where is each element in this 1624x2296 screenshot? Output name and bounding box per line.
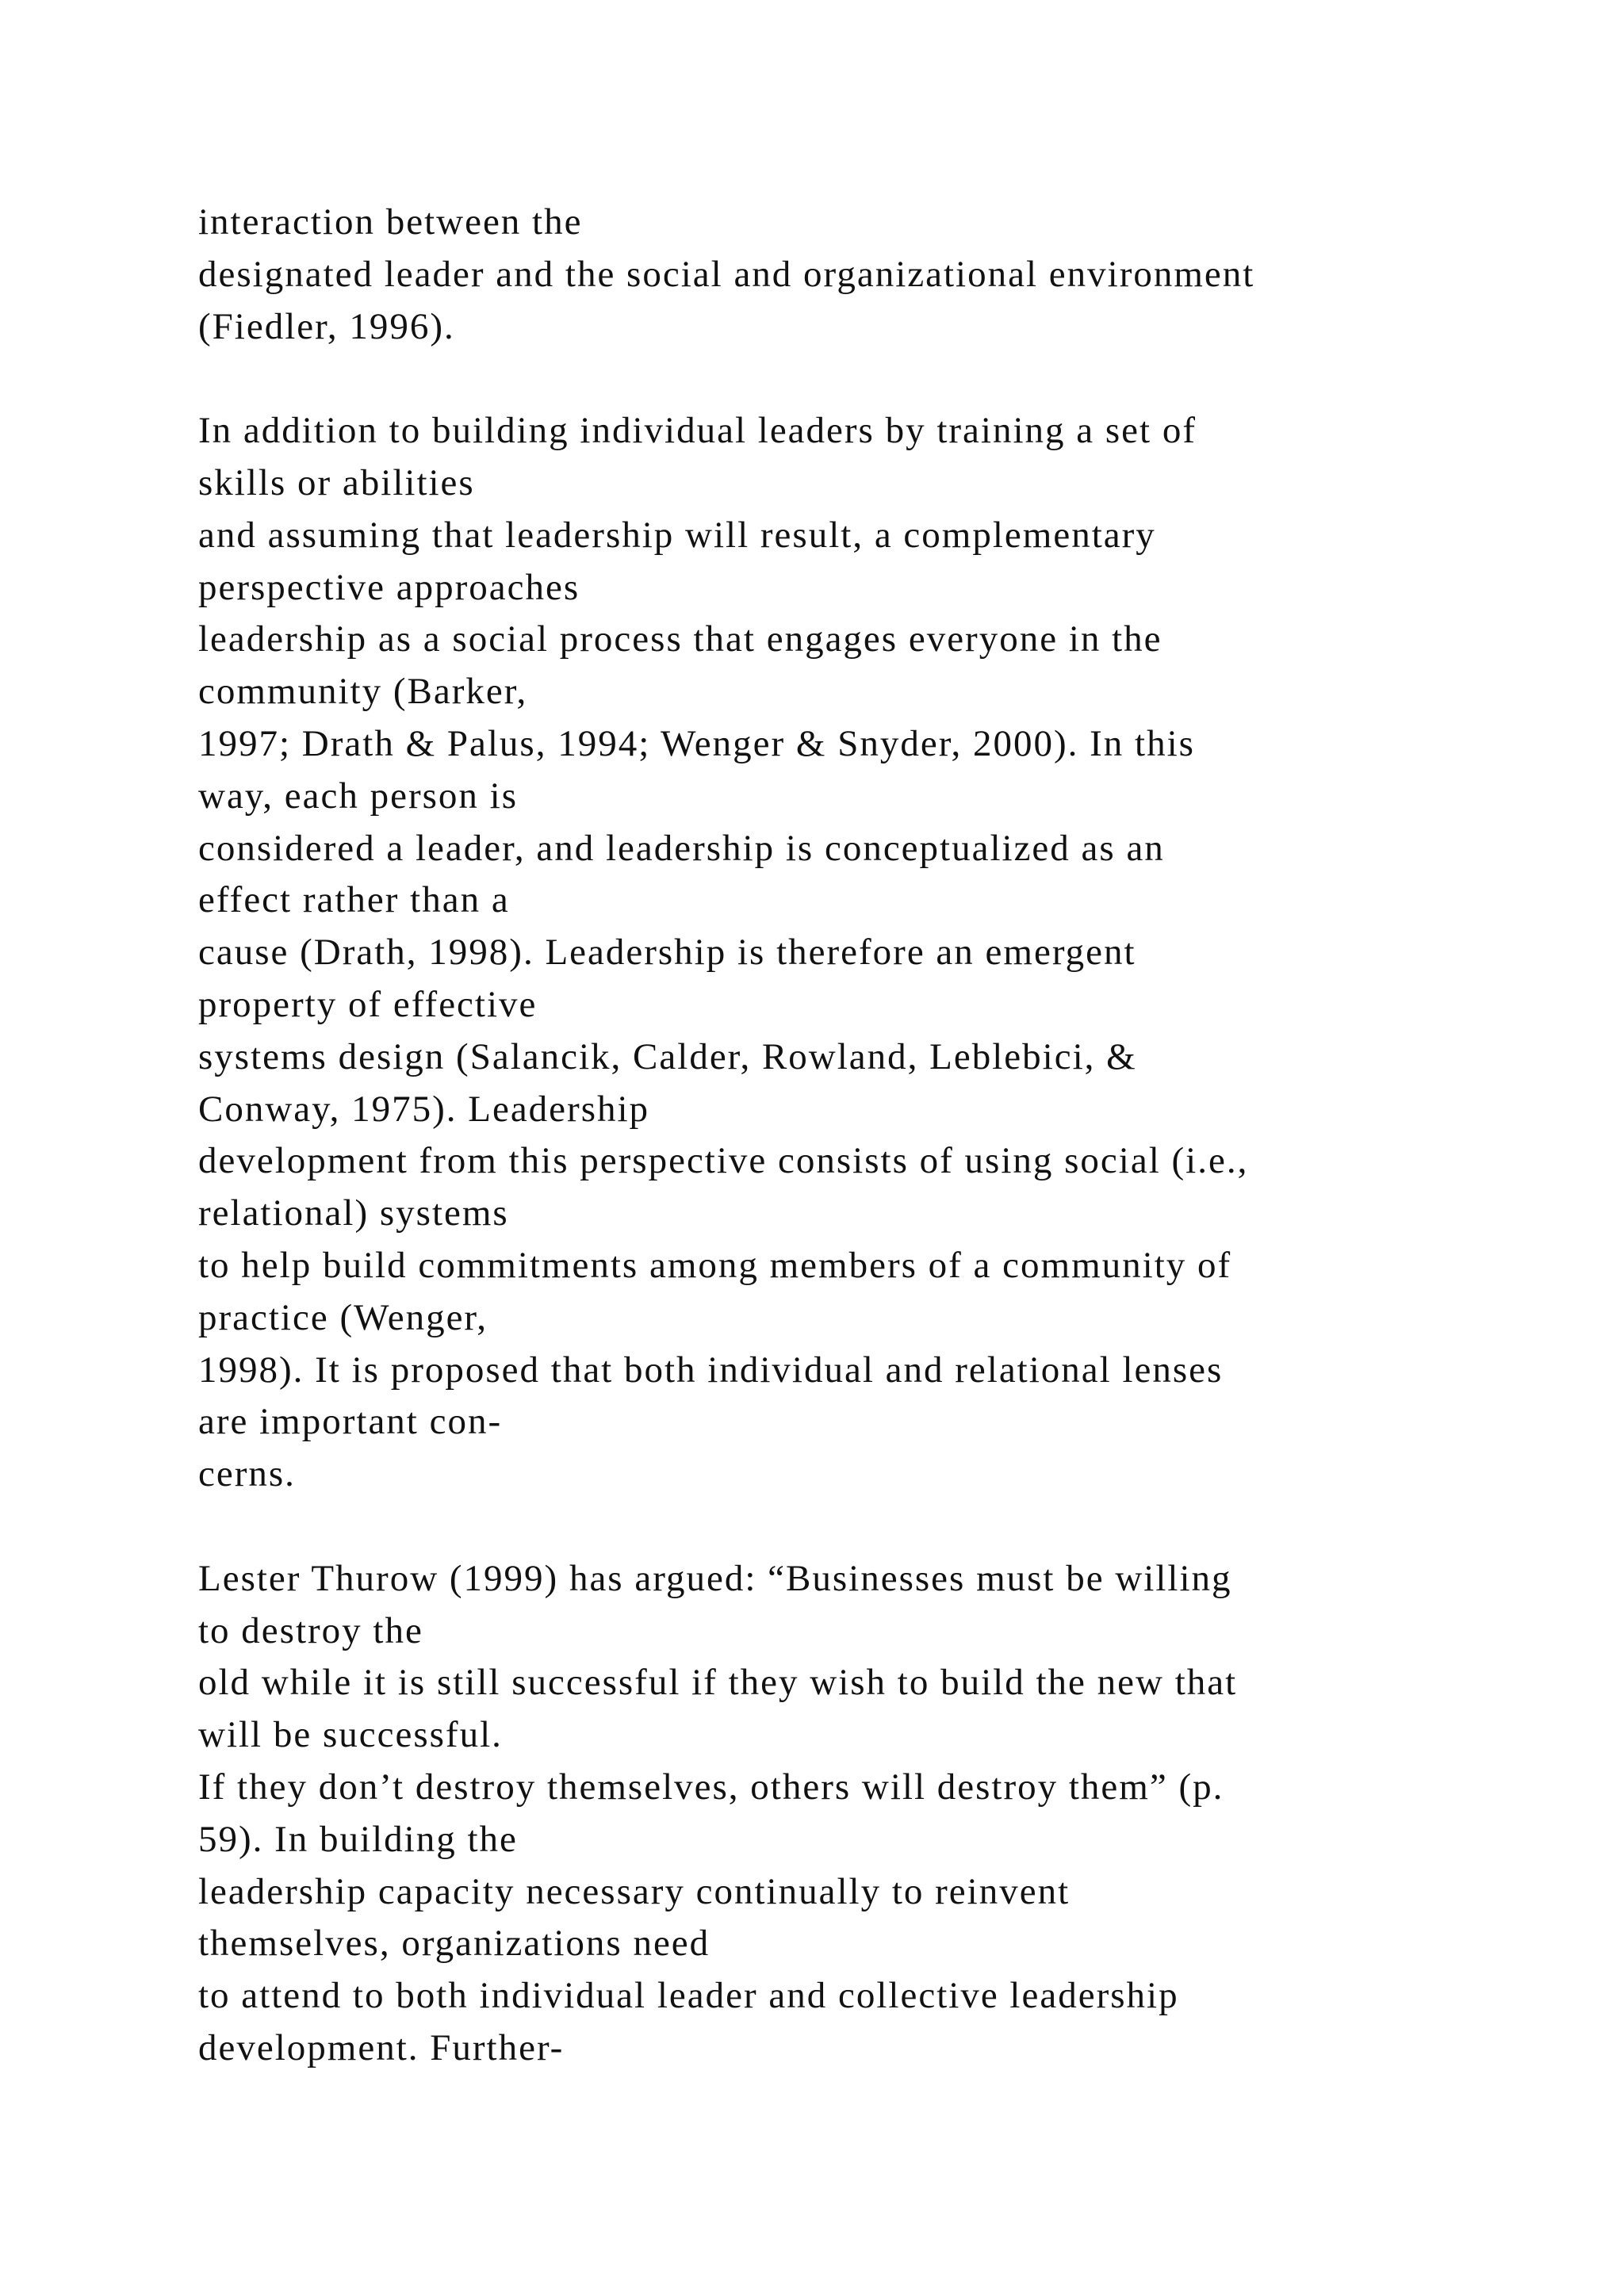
text-line: relational) systems xyxy=(198,1192,509,1234)
text-line: to attend to both individual leader and collective leadership xyxy=(198,1975,1179,2017)
text-line: designated leader and the social and organizational environment xyxy=(198,253,1255,295)
text-line: and assuming that leadership will result, a complementary xyxy=(198,514,1156,556)
paragraph-2 xyxy=(198,405,1594,1501)
text-line: themselves, organizations need xyxy=(198,1923,710,1965)
text-line: Lester Thurow (1999) has argued: “Businesses must be willing xyxy=(198,1557,1232,1599)
text-line: systems design (Salancik, Calder, Rowland, Leblebici, & xyxy=(198,1035,1137,1077)
text-line: Conway, 1975). Leadership xyxy=(198,1088,650,1130)
text-line: cerns. xyxy=(198,1453,296,1495)
text-line: property of effective xyxy=(198,983,538,1025)
text-line: perspective approaches xyxy=(198,566,580,608)
paragraph-1 xyxy=(198,197,1594,353)
text-line: to help build commitments among members of a community of xyxy=(198,1244,1232,1286)
text-line: (Fiedler, 1996). xyxy=(198,305,455,347)
text-line: 1998). It is proposed that both individual and relational lenses xyxy=(198,1349,1224,1391)
text-line: cause (Drath, 1998). Leadership is therefore an emergent xyxy=(198,932,1136,974)
text-line: to destroy the xyxy=(198,1609,423,1651)
text-line: In addition to building individual leaders by training a set of xyxy=(198,410,1197,452)
text-line: 1997; Drath & Palus, 1994; Wenger & Snyder, 2000). In this xyxy=(198,722,1195,764)
text-line: community (Barker, xyxy=(198,671,528,713)
text-line: are important con- xyxy=(198,1401,503,1443)
body-text xyxy=(198,197,1594,2075)
text-line: skills or abilities xyxy=(198,461,475,503)
text-line: old while it is still successful if they wish to build the new that xyxy=(198,1662,1238,1704)
text-line: leadership as a social process that engages everyone in the xyxy=(198,618,1162,660)
text-line: effect rather than a xyxy=(198,879,510,921)
paragraph-3 xyxy=(198,1553,1594,2075)
text-line: practice (Wenger, xyxy=(198,1296,488,1338)
text-line: 59). In building the xyxy=(198,1818,518,1860)
text-line: development from this perspective consists of using social (i.e., xyxy=(198,1140,1249,1182)
text-line: will be successful. xyxy=(198,1714,503,1756)
text-line: leadership capacity necessary continually to reinvent xyxy=(198,1870,1071,1912)
text-line: interaction between the xyxy=(198,201,583,243)
text-line: development. Further- xyxy=(198,2026,565,2068)
text-line: considered a leader, and leadership is conceptualized as an xyxy=(198,827,1165,869)
text-line: way, each person is xyxy=(198,775,518,817)
text-line: If they don’t destroy themselves, others will destroy them” (p. xyxy=(198,1766,1224,1808)
